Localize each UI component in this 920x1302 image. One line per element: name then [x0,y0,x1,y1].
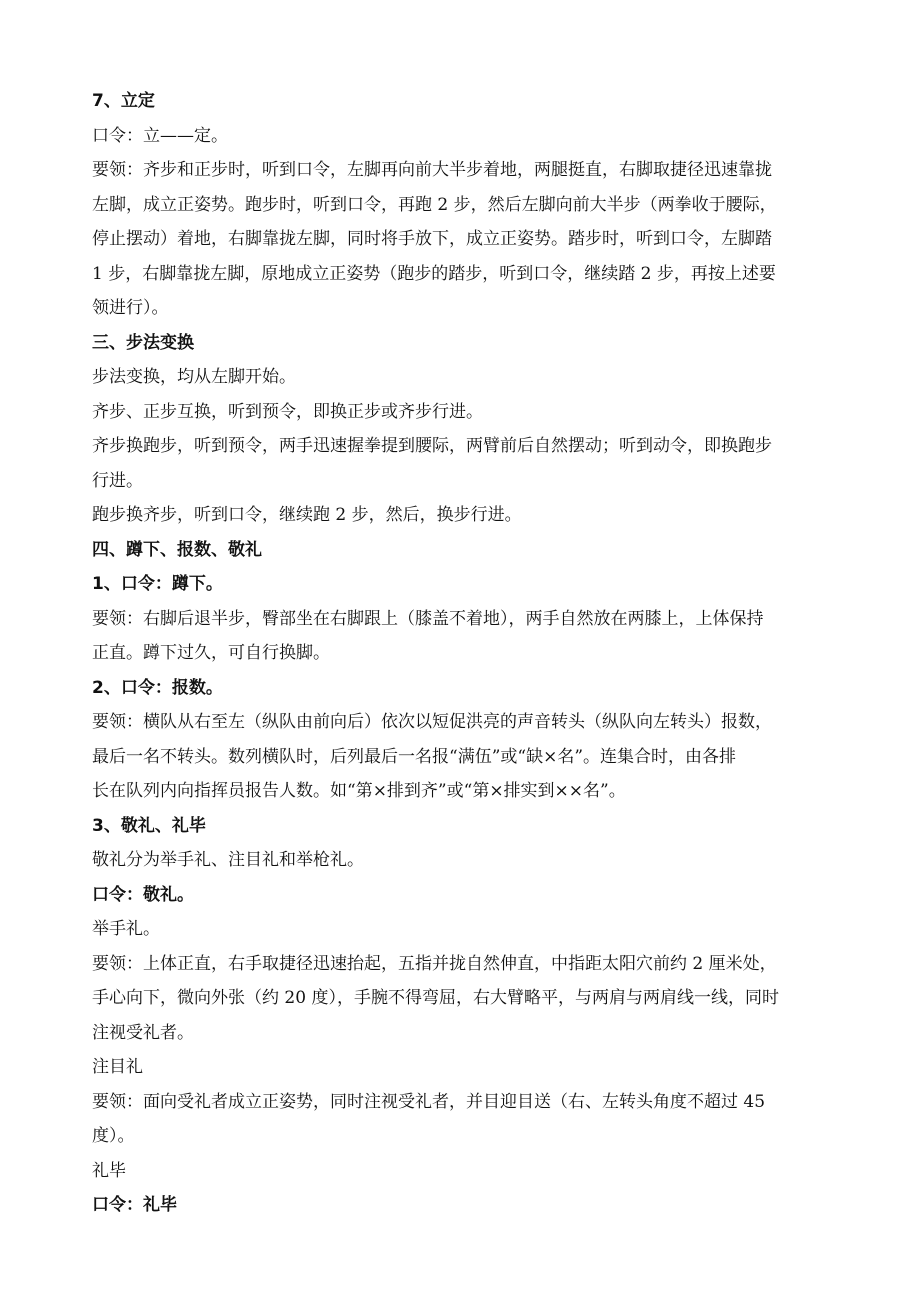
text-line: 要领：右脚后退半步，臀部坐在右脚跟上（膝盖不着地），两手自然放在两膝上，上体保持 [92,608,764,629]
text-line: 手心向下，微向外张（约 20 度），手腕不得弯屈，右大臂略平，与两肩与两肩线一线，同时 [92,988,779,1008]
document-page [92,84,840,1223]
text-line: 1 步，右脚靠拢左脚，原地成立正姿势（跑步的踏步，听到口令，继续踏 2 步，再按上述要 [92,263,776,284]
text-line: 行进。 [92,470,143,491]
text-line: 停止摆动）着地，右脚靠拢左脚，同时将手放下，成立正姿势。踏步时，听到口令，左脚踏 [92,229,772,249]
text-line: 注视受礼者。 [92,1022,194,1043]
heading-line: 3、敬礼、礼毕 [92,815,206,836]
text-line: 正直。蹲下过久，可自行换脚。 [92,643,330,663]
heading-line: 四、蹲下、报数、敬礼 [92,539,262,560]
heading-line: 口令：敬礼。 [92,884,194,905]
text-line: 口令：立——定。 [92,125,228,146]
text-line: 敬礼分为举手礼、注目礼和举枪礼。 [92,850,364,870]
text-line: 度）。 [92,1126,135,1146]
text-line: 最后一名不转头。数列横队时，后列最后一名报“满伍”或“缺×名”。连集合时，由各排 [92,746,737,767]
text-line: 长在队列内向指挥员报告人数。如“第×排到齐”或“第×排实到××名”。 [92,781,626,801]
heading-line: 2、口令：报数。 [92,677,223,698]
text-line: 注目礼 [92,1057,143,1077]
text-line: 要领：面向受礼者成立正姿势，同时注视受礼者，并目迎目送（右、左转头角度不超过 45 [92,1091,766,1112]
text-line: 要领：齐步和正步时，听到口令，左脚再向前大半步着地，两腿挺直，右脚取捷径迅速靠拢 [92,160,772,180]
text-line: 跑步换齐步，听到口令，继续跑 2 步，然后，换步行进。 [92,505,522,525]
heading-line: 1、口令：蹲下。 [92,574,223,594]
text-line: 齐步换跑步，听到预令，两手迅速握拳提到腰际，两臂前后自然摆动；听到动令，即换跑步 [92,436,772,456]
text-line: 步法变换，均从左脚开始。 [92,367,296,387]
text-line: 齐步、正步互换，听到预令，即换正步或齐步行进。 [92,401,483,422]
heading-line: 三、步法变换 [92,332,194,353]
heading-line: 口令：礼毕 [92,1195,177,1215]
text-line: 左脚，成立正姿势。跑步时，听到口令，再跑 2 步，然后左脚向前大半步（两拳收于腰际， [92,194,777,215]
text-line: 举手礼。 [92,919,160,939]
text-line: 要领：上体正直，右手取捷径迅速抬起，五指并拢自然伸直，中指距太阳穴前约 2 厘米处， [92,953,777,974]
text-line: 领进行）。 [92,298,169,318]
heading-line: 7、立定 [92,91,155,111]
text-line: 要领：横队从右至左（纵队由前向后）依次以短促洪亮的声音转头（纵队向左转头）报数， [92,712,772,732]
text-line: 礼毕 [92,1160,126,1181]
